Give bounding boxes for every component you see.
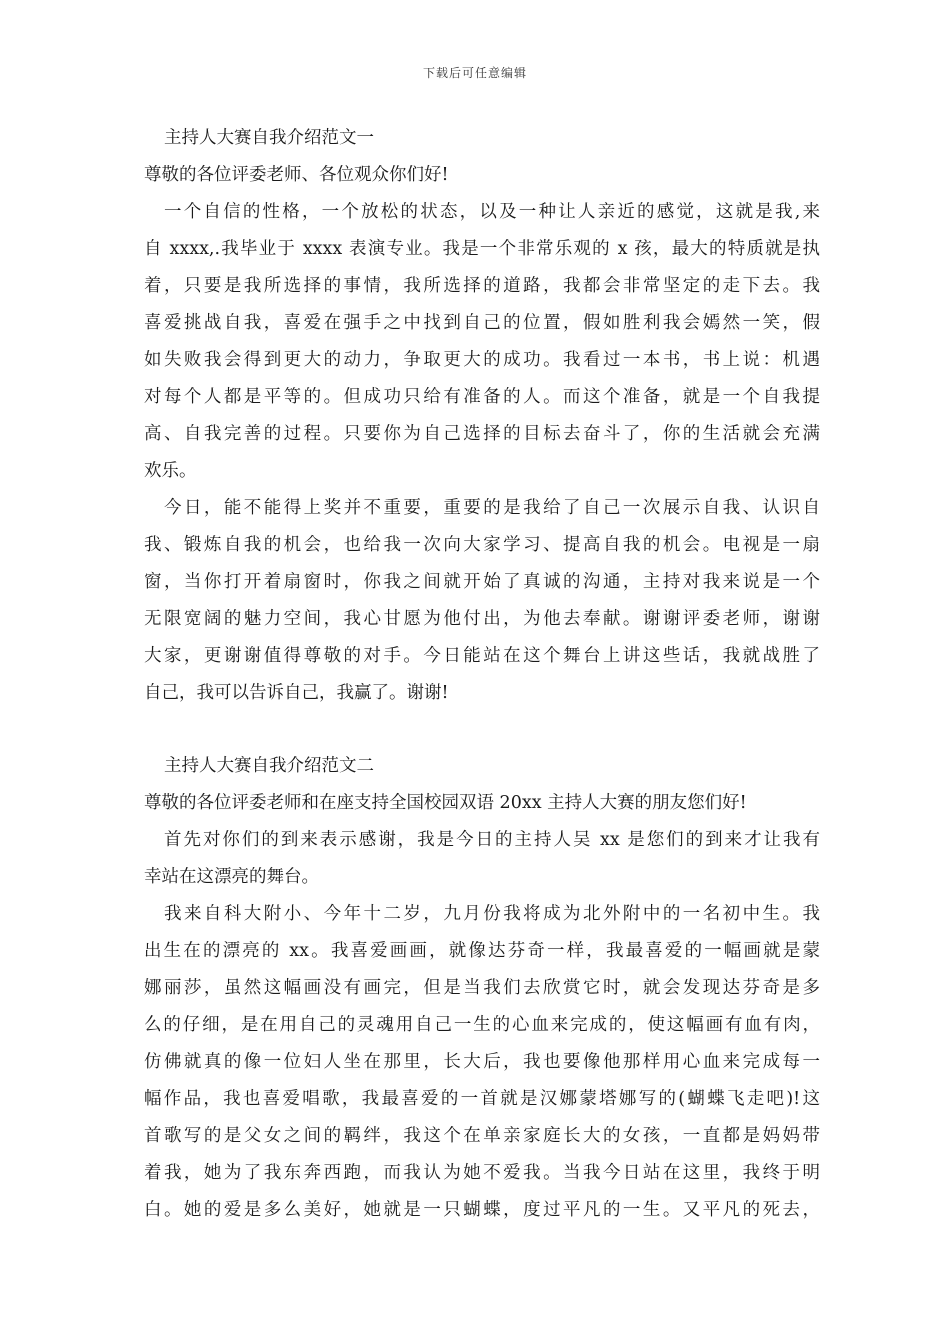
text-line: 幅作品，我也喜爱唱歌，我最喜爱的一首就是汉娜蒙塔娜写的(蝴蝶飞走吧)!这 bbox=[144, 1089, 820, 1109]
header-note: 下载后可任意编辑 bbox=[422, 66, 527, 80]
text-line: 白。她的爱是多么美好，她就是一只蝴蝶，度过平凡的一生。又平凡的死去， bbox=[144, 1200, 820, 1220]
text-line: 如失败我会得到更大的动力，争取更大的成功。我看过一本书，书上说：机遇 bbox=[144, 350, 820, 370]
text-line: 窗，当你打开着扇窗时，你我之间就开始了真诚的沟通，主持对我来说是一个 bbox=[144, 572, 820, 592]
section-1 bbox=[144, 120, 820, 712]
text-line: 我来自科大附小、今年十二岁，九月份我将成为北外附中的一名初中生。我 bbox=[164, 904, 820, 924]
section-title: 主持人大赛自我介绍范文一 bbox=[164, 128, 374, 148]
text-line: 我、锻炼自我的机会，也给我一次向大家学习、提高自我的机会。电视是一扇 bbox=[144, 535, 820, 555]
text-line: 自 xxxx,.我毕业于 xxxx 表演专业。我是一个非常乐观的 x 孩，最大的特质就是执 bbox=[144, 239, 820, 259]
text-line: 出生在的漂亮的 xx。我喜爱画画，就像达芬奇一样，我最喜爱的一幅画就是蒙 bbox=[144, 941, 820, 961]
section-gap bbox=[144, 712, 820, 748]
text-line: 自己，我可以告诉自己，我赢了。谢谢! bbox=[144, 683, 449, 703]
text-line: 喜爱挑战自我，喜爱在强手之中找到自己的位置，假如胜利我会嫣然一笑，假 bbox=[144, 313, 820, 333]
text-line: 着，只要是我所选择的事情，我所选择的道路，我都会非常坚定的走下去。我 bbox=[144, 276, 820, 296]
paragraph bbox=[144, 822, 820, 896]
text-line: 着我，她为了我东奔西跑，而我认为她不爱我。当我今日站在这里，我终于明 bbox=[144, 1163, 820, 1183]
text-line: 娜丽莎，虽然这幅画没有画完，但是当我们去欣赏它时，就会发现达芬奇是多 bbox=[144, 978, 820, 998]
paragraph bbox=[144, 490, 820, 712]
text-line: 对每个人都是平等的。但成功只给有准备的人。而这个准备，就是一个自我提 bbox=[144, 387, 820, 407]
paragraph bbox=[144, 896, 820, 1229]
text-line: 么的仔细，是在用自己的灵魂用自己一生的心血来完成的，使这幅画有血有肉， bbox=[144, 1015, 820, 1035]
text-line: 首歌写的是父女之间的羁绊，我这个在单亲家庭长大的女孩，一直都是妈妈带 bbox=[144, 1126, 820, 1146]
document-body bbox=[144, 120, 820, 1229]
text-line: 无限宽阔的魅力空间，我心甘愿为他付出，为他去奉献。谢谢评委老师，谢谢 bbox=[144, 609, 820, 629]
text-line: 首先对你们的到来表示感谢，我是今日的主持人吴 xx 是您们的到来才让我有 bbox=[164, 830, 820, 850]
greeting-line: 尊敬的各位评委老师、各位观众你们好! bbox=[144, 165, 449, 185]
paragraph bbox=[144, 194, 820, 490]
text-line: 高、自我完善的过程。只要你为自己选择的目标去奋斗了，你的生活就会充满 bbox=[144, 424, 820, 444]
text-line: 今日，能不能得上奖并不重要，重要的是我给了自己一次展示自我、认识自 bbox=[164, 498, 820, 518]
text-line: 大家，更谢谢值得尊敬的对手。今日能站在这个舞台上讲这些话，我就战胜了 bbox=[144, 646, 820, 666]
section-2 bbox=[144, 748, 820, 1229]
greeting-line: 尊敬的各位评委老师和在座支持全国校园双语 20xx 主持人大赛的朋友您们好! bbox=[144, 793, 747, 813]
text-line: 仿佛就真的像一位妇人坐在那里，长大后，我也要像他那样用心血来完成每一 bbox=[144, 1052, 820, 1072]
text-line: 幸站在这漂亮的舞台。 bbox=[144, 867, 319, 887]
text-line: 欢乐。 bbox=[144, 461, 197, 481]
text-line: 一个自信的性格，一个放松的状态，以及一种让人亲近的感觉，这就是我,来 bbox=[164, 202, 820, 222]
section-title: 主持人大赛自我介绍范文二 bbox=[164, 756, 374, 776]
